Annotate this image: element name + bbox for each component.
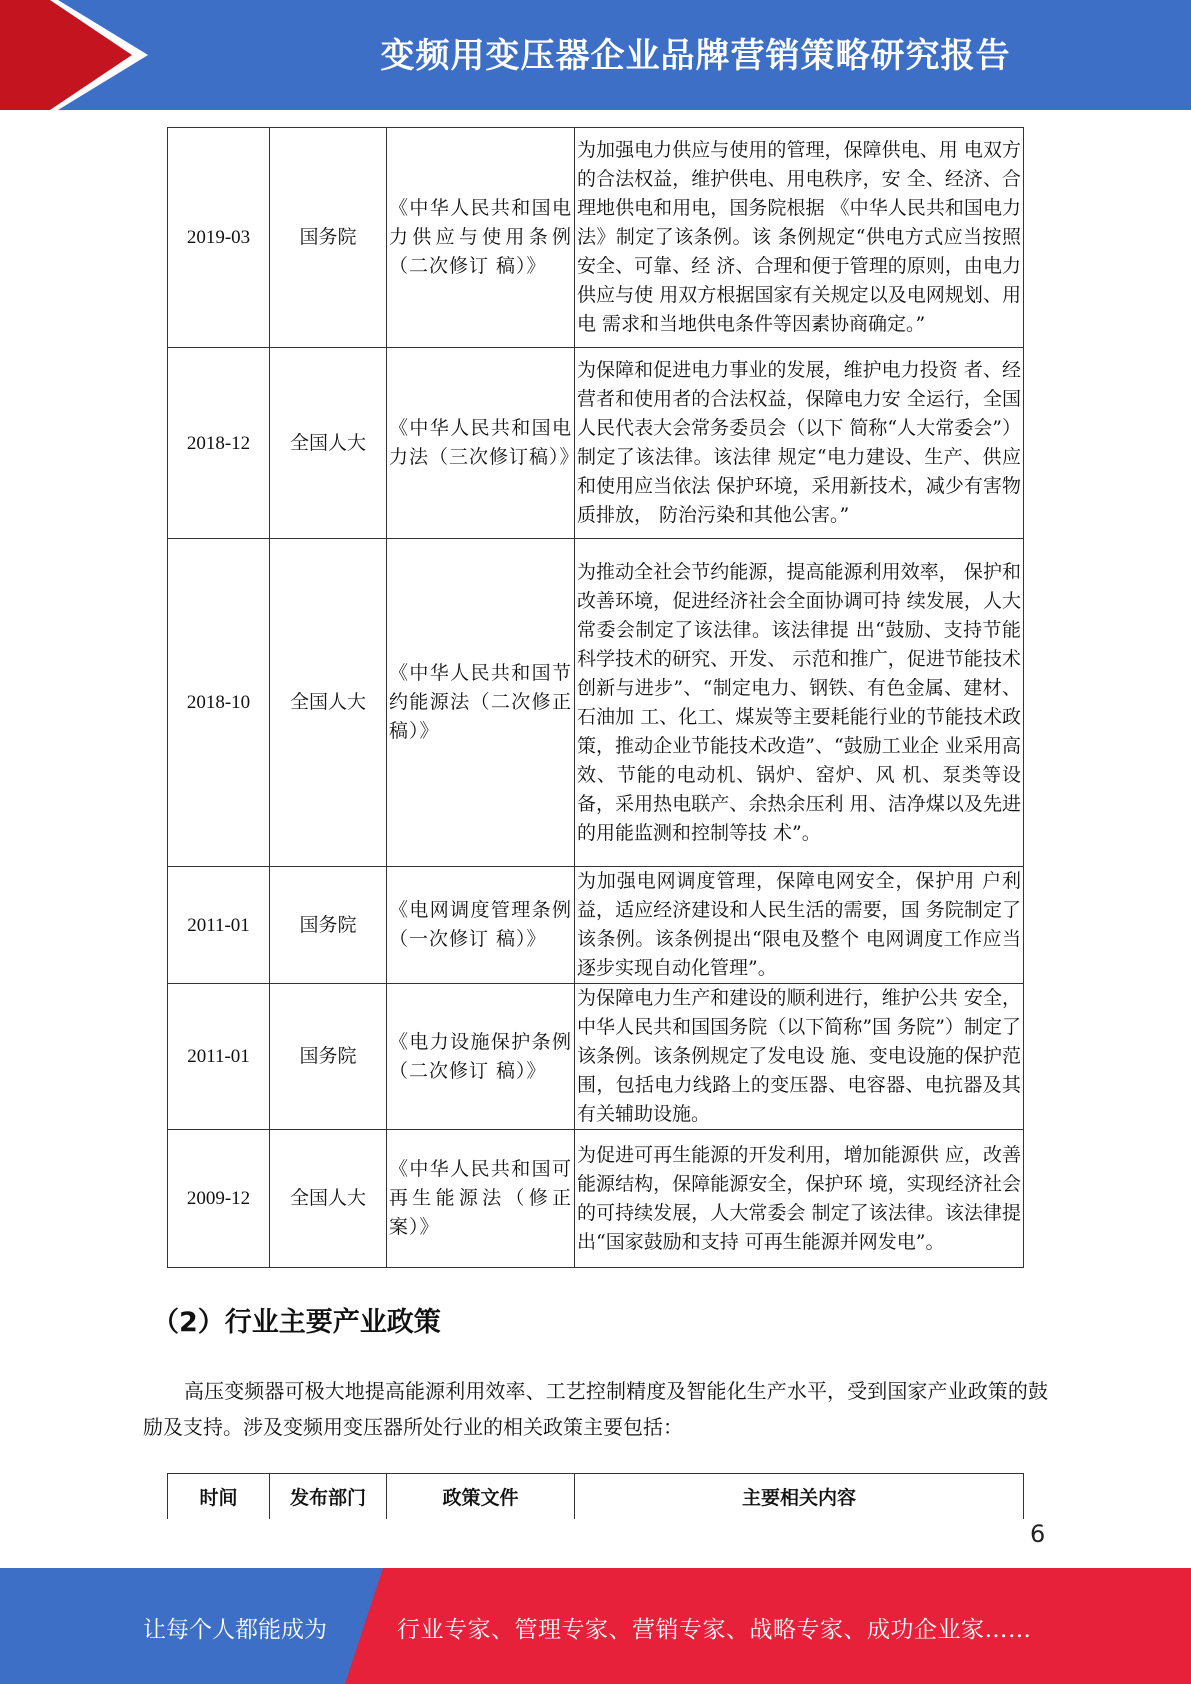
footer-slogan-right: 行业专家、管理专家、营销专家、战略专家、成功企业家…… — [397, 1617, 1032, 1643]
cell-date: 2019-03 — [168, 128, 270, 348]
header-chevron-decoration — [0, 0, 150, 110]
cell-department: 全国人大 — [270, 539, 387, 867]
table-row — [168, 984, 1024, 1130]
table-row — [168, 128, 1024, 348]
table-row — [168, 539, 1024, 867]
cell-department: 国务院 — [270, 984, 387, 1130]
cell-date: 2011-01 — [168, 984, 270, 1130]
cell-content: 为保障电力生产和建设的顺利进行，维护公共 安全，中华人民共和国国务院（以下简称”国 务院”）制定了该条例。该条例规定了发电设 施、变电设施的保护范围，包括电力线路上的变压器、电容器、电抗器及其有关辅助设施。 — [575, 984, 1024, 1130]
laws-table — [167, 127, 1024, 1268]
cell-date: 2009-12 — [168, 1130, 270, 1268]
table-row — [168, 348, 1024, 539]
footer-slogan-left: 让每个人都能成为 — [143, 1617, 327, 1643]
section-paragraph: 高压变频器可极大地提高能源利用效率、工艺控制精度及智能化生产水平，受到国家产业政策的鼓励及支持。涉及变频用变压器所处行业的相关政策主要包括： — [143, 1379, 1048, 1439]
cell-content: 为保障和促进电力事业的发展，维护电力投资 者、经营者和使用者的合法权益，保障电力安 全运行，全国人民代表大会常务委员会（以下 简称“人大常委会”）制定了该法律。该法律 规定“电力建设、生产、供应和使用应当依法 保护环境，采用新技术，减少有害物质排放， 防治污染和其他公害。” — [575, 348, 1024, 539]
table-header-row — [168, 1474, 1024, 1520]
cell-department: 全国人大 — [270, 1130, 387, 1268]
page-number: 6 — [1030, 1520, 1046, 1548]
report-title: 变频用变压器企业品牌营销策略研究报告 — [380, 36, 1011, 76]
cell-date: 2011-01 — [168, 867, 270, 984]
header-department: 发布部门 — [270, 1474, 387, 1520]
cell-date: 2018-12 — [168, 348, 270, 539]
header-policy-document: 政策文件 — [387, 1474, 575, 1520]
cell-content: 为推动全社会节约能源，提高能源利用效率， 保护和改善环境，促进经济社会全面协调可持 续发展，人大常委会制定了该法律。该法律提 出“鼓励、支持节能科学技术的研究、开发、 示范和推广，促进节能技术创新与进步”、“制定电力、钢铁、有色金属、建材、石油加 工、化工、煤炭等主要耗能行业的节能技术政 策，推动企业节能技术改造”、“鼓励工业企 业采用高效、节能的电动机、锅炉、窑炉、风 机、泵类等设备，采用热电联产、余热余压利 用、洁净煤以及先进的用能监测和控制等技 术”。 — [575, 539, 1024, 867]
cell-department: 全国人大 — [270, 348, 387, 539]
page-footer — [0, 1568, 1191, 1684]
table-row — [168, 1130, 1024, 1268]
cell-document: 《电力设施保护条例（二次修订 稿）》 — [387, 984, 575, 1130]
cell-department: 国务院 — [270, 128, 387, 348]
section-heading: （2）行业主要产业政策 — [152, 1307, 441, 1338]
cell-department: 国务院 — [270, 867, 387, 984]
cell-content: 为加强电网调度管理，保障电网安全，保护用 户利益，适应经济建设和人民生活的需要，国 务院制定了该条例。该条例提出“限电及整个 电网调度工作应当逐步实现自动化管理”。 — [575, 867, 1024, 984]
cell-document: 《电网调度管理条例（一次修订 稿）》 — [387, 867, 575, 984]
header-time: 时间 — [168, 1474, 270, 1520]
cell-date: 2018-10 — [168, 539, 270, 867]
cell-document: 《中华人民共和国电力法（三次修订稿）》 — [387, 348, 575, 539]
header-main-content: 主要相关内容 — [575, 1474, 1024, 1520]
page-header — [0, 0, 1191, 110]
cell-document: 《中华人民共和国节约能源法（二次修正稿）》 — [387, 539, 575, 867]
cell-content: 为促进可再生能源的开发利用，增加能源供 应，改善能源结构，保障能源安全，保护环 境，实现经济社会的可持续发展，人大常委会 制定了该法律。该法律提出“国家鼓励和支持 可再生能源并网发电”。 — [575, 1130, 1024, 1268]
table-row — [168, 867, 1024, 984]
cell-content: 为加强电力供应与使用的管理，保障供电、用 电双方的合法权益，维护供电、用电秩序，安 全、经济、合理地供电和用电，国务院根据 《中华人民共和国电力法》制定了该条例。该 条例规定“供电方式应当按照安全、可靠、经 济、合理和便于管理的原则，由电力供应与使 用双方根据国家有关规定以及电网规划、用电 需求和当地供电条件等因素协商确定。” — [575, 128, 1024, 348]
cell-document: 《中华人民共和国电力供应与使用条例（二次修订 稿）》 — [387, 128, 575, 348]
cell-document: 《中华人民共和国可再生能源法（修正案）》 — [387, 1130, 575, 1268]
policy-table — [167, 1473, 1024, 1519]
